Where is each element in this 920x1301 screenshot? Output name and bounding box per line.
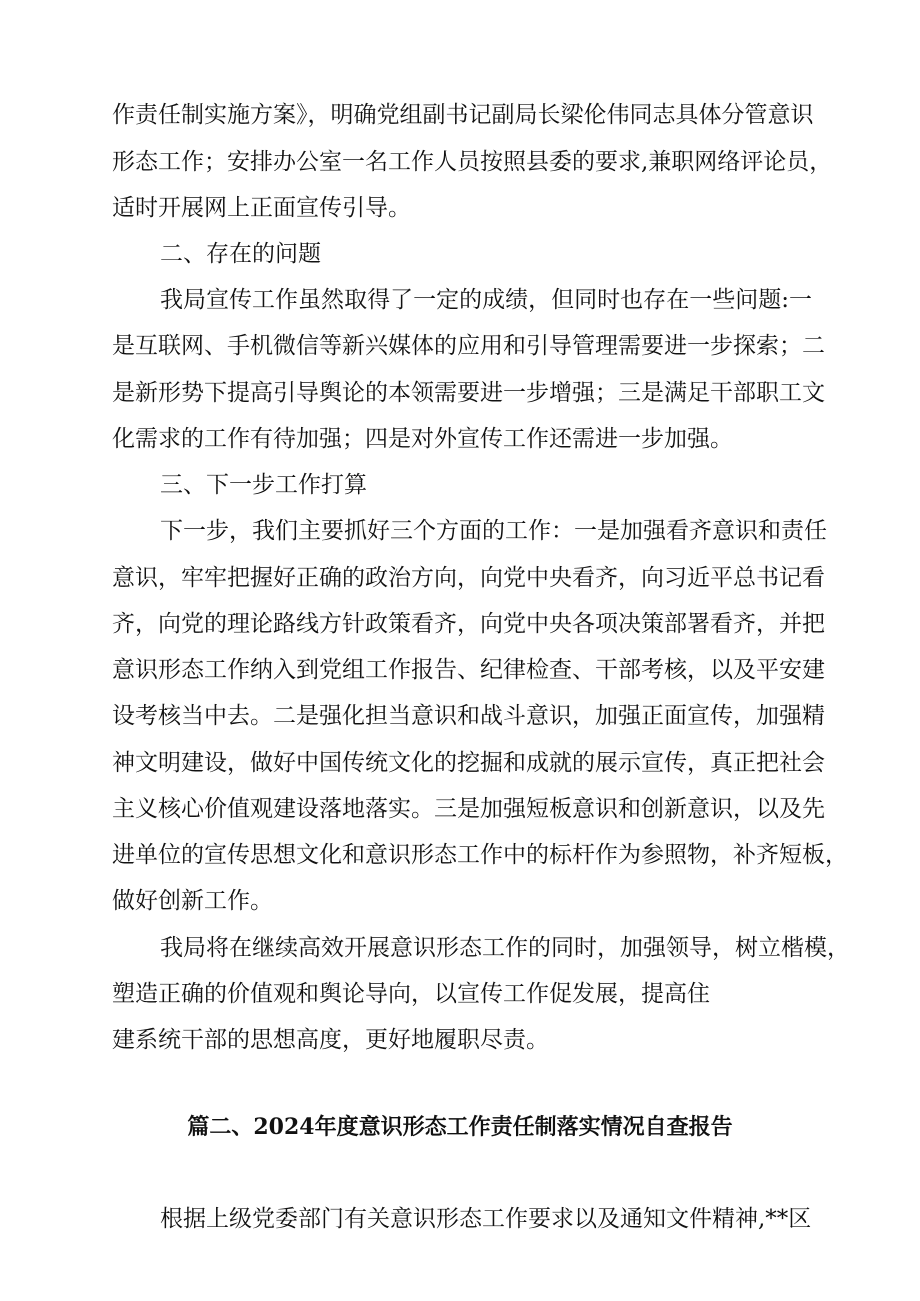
body-line-3: 适时开展网上正面宣传引导。 xyxy=(112,195,411,221)
body-line-12: 齐，向党的理论路线方针政策看齐，向党中央各项决策部署看齐，并把 xyxy=(112,611,825,637)
body-line-15: 神文明建设，做好中国传统文化的挖掘和成就的展示宣传，真正把社会 xyxy=(112,750,825,776)
body-line-8: 化需求的工作有待加强；四是对外宣传工作还需进一步加强。 xyxy=(112,426,733,452)
body-line-1: 作责任制实施方案》，明确党组副书记副局长梁伦伟同志具体分管意识 xyxy=(112,102,814,128)
body-line-16: 主义核心价值观建设落地落实。三是加强短板意识和创新意识，以及先 xyxy=(112,796,825,822)
body-line-20: 塑造正确的价值观和舆论导向，以宣传工作促发展，提高住 xyxy=(112,981,710,1007)
section-title: 篇二、2024年度意识形态工作责任制落实情况自查报告 xyxy=(187,1114,733,1140)
body-line-11: 意识，牢牢把握好正确的政治方向，向党中央看齐，向习近平总书记看 xyxy=(112,565,825,591)
body-line-6: 是互联网、手机微信等新兴媒体的应用和引导管理需要进一步探索；二 xyxy=(112,333,825,359)
body-line-13: 意识形态工作纳入到党组工作报告、纪律检查、干部考核，以及平安建 xyxy=(112,657,825,683)
body-line-18: 做好创新工作。 xyxy=(112,888,273,914)
body-line-21: 建系统干部的思想高度，更好地履职尽责。 xyxy=(112,1027,549,1053)
body-line-last: 根据上级党委部门有关意识形态工作要求以及通知文件精神,**区 xyxy=(160,1206,812,1232)
body-line-14: 设考核当中去。二是强化担当意识和战斗意识，加强正面宣传，加强精 xyxy=(112,703,825,729)
body-line-5: 我局宣传工作虽然取得了一定的成绩，但同时也存在一些问题:一 xyxy=(160,287,812,313)
heading-next-steps: 三、下一步工作打算 xyxy=(160,472,367,498)
body-line-7: 是新形势下提高引导舆论的本领需要进一步增强；三是满足干部职工文 xyxy=(112,380,825,406)
body-line-10: 下一步，我们主要抓好三个方面的工作：一是加强看齐意识和责任 xyxy=(160,518,827,544)
body-line-17: 进单位的宣传思想文化和意识形态工作中的标杆作为参照物，补齐短板， xyxy=(112,842,848,868)
body-line-19: 我局将在继续高效开展意识形态工作的同时，加强领导，树立楷模， xyxy=(160,935,850,961)
body-line-2: 形态工作；安排办公室一名工作人员按照县委的要求,兼职网络评论员， xyxy=(112,149,833,175)
heading-problems: 二、存在的问题 xyxy=(160,241,321,267)
